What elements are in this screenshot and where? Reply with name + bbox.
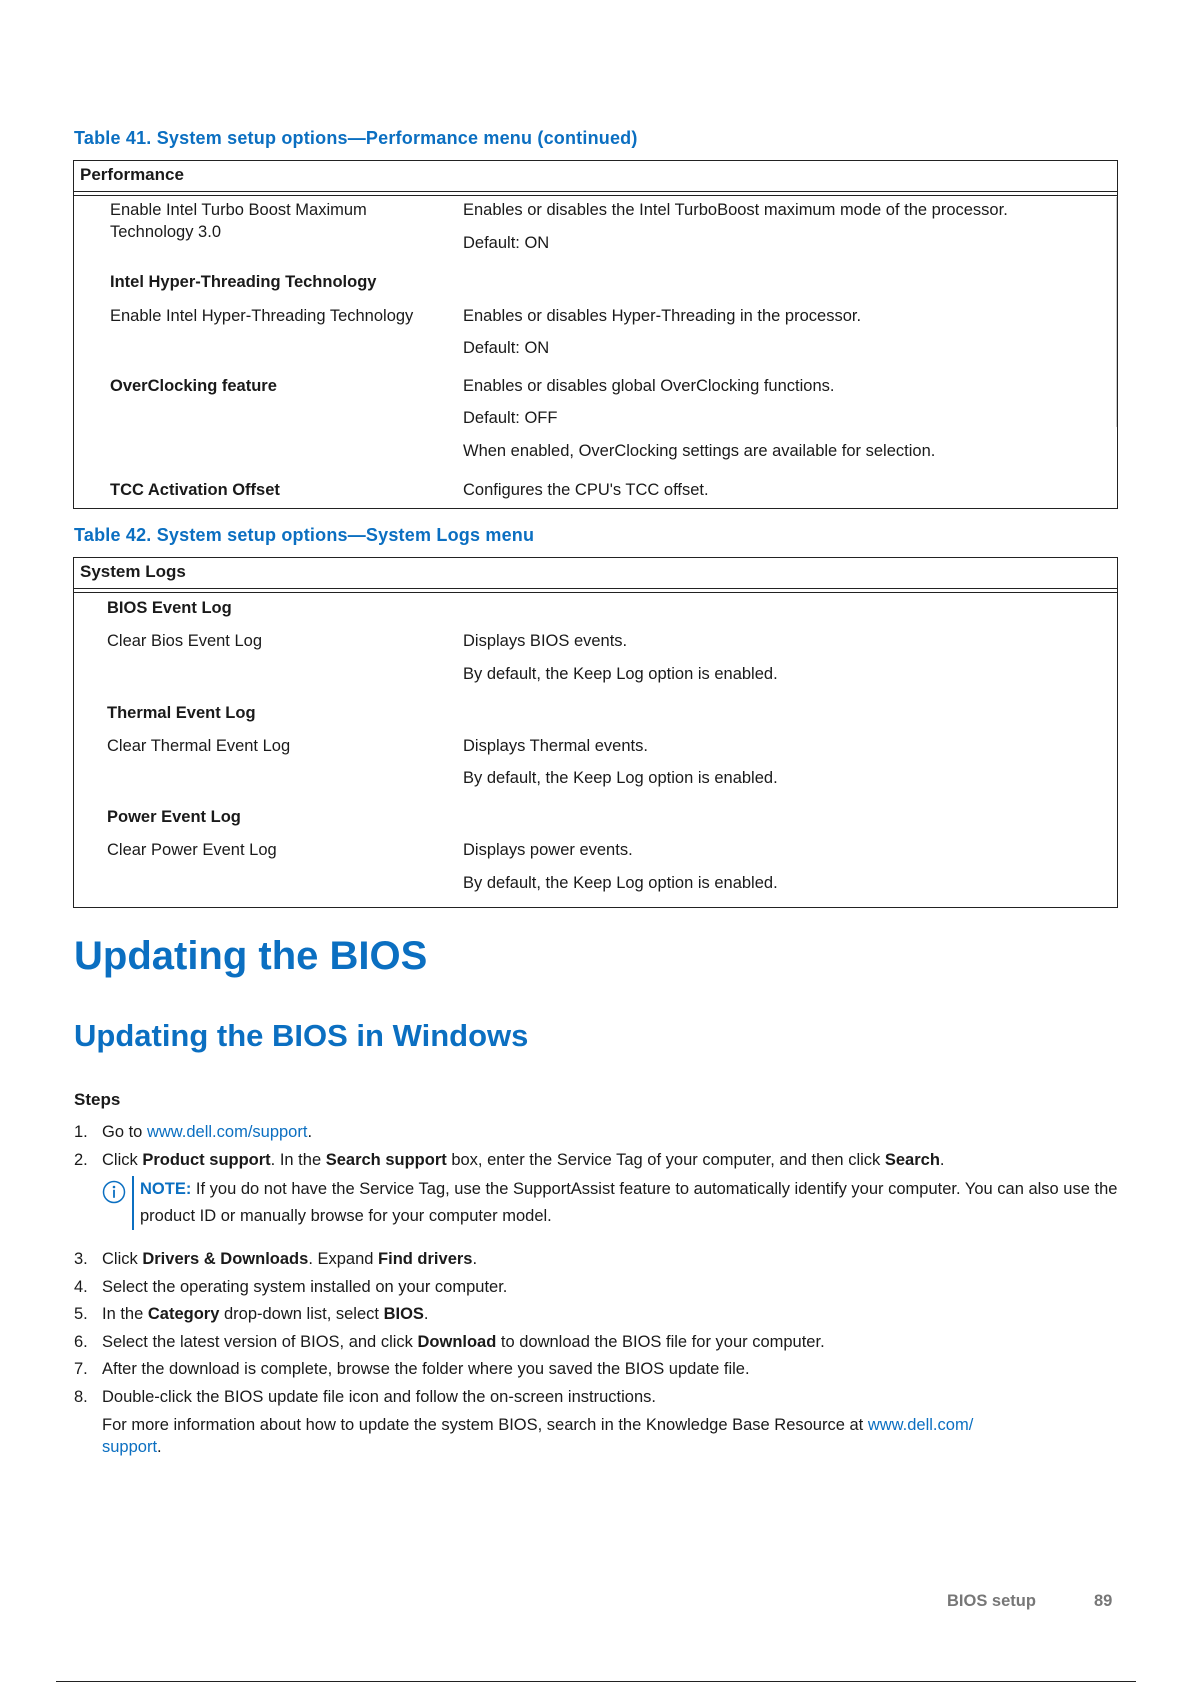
info-icon: [102, 1180, 126, 1204]
step-5: 5. In the Category drop-down list, select BIOS.: [74, 1305, 429, 1323]
table-41-caption: Table 41. System setup options—Performance menu (continued): [74, 128, 638, 148]
oc-default: Default: OFF: [463, 409, 558, 427]
table-42-header: System Logs: [74, 558, 1117, 589]
oc-description: Enables or disables global OverClocking functions.: [463, 377, 835, 395]
bios-log-description: Displays BIOS events.: [463, 632, 628, 650]
dell-support-link-2[interactable]: www.dell.com/: [867, 1416, 974, 1434]
bios-log-heading: BIOS Event Log: [107, 599, 232, 617]
table-42: [73, 557, 1118, 908]
thermal-log-default: By default, the Keep Log option is enabled.: [463, 769, 778, 787]
steps-heading: Steps: [74, 1090, 121, 1109]
footer-rule: [56, 1681, 1136, 1682]
thermal-log-heading: Thermal Event Log: [107, 704, 256, 722]
step-2: 2. Click Product support. In the Search support box, enter the Service Tag of your computer, and then click Search.: [74, 1151, 945, 1169]
step-8: 8. Double-click the BIOS update file icon and follow the on-screen instructions.: [74, 1388, 656, 1406]
ht-heading: Intel Hyper-Threading Technology: [110, 273, 377, 291]
ht-option-label: Enable Intel Hyper-Threading Technology: [110, 307, 414, 325]
note-bar: [132, 1176, 134, 1230]
turbo-default: Default: ON: [463, 234, 550, 252]
footer-section-name: BIOS setup: [947, 1592, 1036, 1610]
power-log-option: Clear Power Event Log: [107, 841, 277, 859]
ht-default: Default: ON: [463, 339, 550, 357]
bios-log-default: By default, the Keep Log option is enabled.: [463, 665, 778, 683]
more-info-line2: support.: [102, 1438, 162, 1456]
ht-description: Enables or disables Hyper-Threading in the processor.: [463, 307, 862, 325]
step-4: 4. Select the operating system installed on your computer.: [74, 1278, 508, 1296]
dell-support-link[interactable]: www.dell.com/support: [146, 1123, 308, 1141]
step-3: 3. Click Drivers & Downloads. Expand Find drivers.: [74, 1250, 478, 1268]
page-title: Updating the BIOS: [74, 934, 428, 978]
oc-heading: OverClocking feature: [110, 377, 277, 395]
thermal-log-option: Clear Thermal Event Log: [107, 737, 291, 755]
step-7: 7. After the download is complete, browse the folder where you saved the BIOS update file.: [74, 1360, 750, 1378]
section-subtitle: Updating the BIOS in Windows: [74, 1018, 529, 1053]
tcc-heading: TCC Activation Offset: [110, 481, 280, 499]
bios-log-option: Clear Bios Event Log: [107, 632, 263, 650]
footer-page-number: 89: [1094, 1592, 1113, 1610]
power-log-default: By default, the Keep Log option is enabled.: [463, 874, 778, 892]
table-41-header: Performance: [74, 161, 1117, 192]
tcc-description: Configures the CPU's TCC offset.: [463, 481, 709, 499]
table-41: [73, 160, 1118, 509]
table-42-caption: Table 42. System setup options—System Logs menu: [74, 525, 535, 545]
note-text: NOTE: If you do not have the Service Tag, use the SupportAssist feature to automatically identify your computer. You can also use the product ID or manually browse for your computer model.: [140, 1180, 1118, 1225]
oc-note: When enabled, OverClocking settings are available for selection.: [463, 442, 936, 460]
turbo-option-label: Enable Intel Turbo Boost Maximum Technology 3.0: [110, 201, 367, 241]
dell-support-link-2b[interactable]: support: [102, 1438, 158, 1456]
power-log-heading: Power Event Log: [107, 808, 241, 826]
thermal-log-description: Displays Thermal events.: [463, 737, 648, 755]
step-1: 1. Go to www.dell.com/support.: [74, 1123, 313, 1141]
more-info-line1: For more information about how to update the system BIOS, search in the Knowledge Base Resource at www.dell.com/: [102, 1416, 974, 1434]
turbo-description: Enables or disables the Intel TurboBoost maximum mode of the processor.: [463, 201, 1008, 219]
step-6: 6. Select the latest version of BIOS, and click Download to download the BIOS file for your computer.: [74, 1333, 825, 1351]
power-log-description: Displays power events.: [463, 841, 633, 859]
